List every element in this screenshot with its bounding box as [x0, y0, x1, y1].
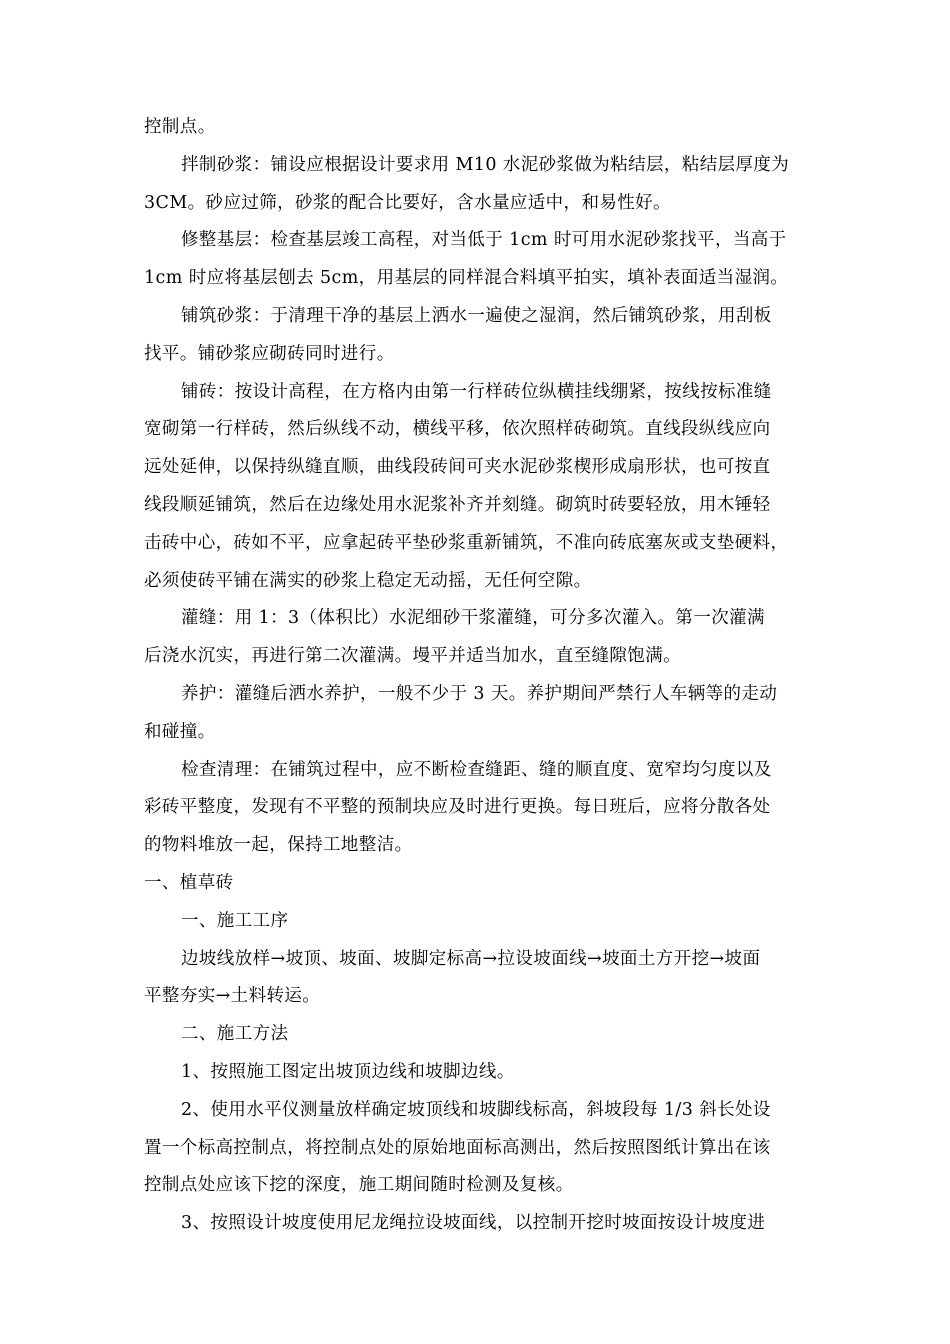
text-line: 养护：灌缝后洒水养护，一般不少于 3 天。养护期间严禁行人车辆等的走动: [181, 683, 778, 704]
heading-line: 一、施工工序: [181, 910, 289, 931]
text-line: 宽砌第一行样砖，然后纵线不动，横线平移，依次照样砖砌筑。直线段纵线应向: [144, 419, 771, 440]
heading-line: 一、植草砖: [144, 872, 234, 893]
paragraph-lay-brick: [144, 374, 808, 601]
heading-line: 二、施工方法: [181, 1024, 289, 1045]
text-line: 控制点。: [144, 117, 216, 137]
section-heading: [144, 865, 808, 903]
paragraph-lay-mortar: [144, 298, 808, 374]
text-line: 边坡线放样→坡顶、坡面、坡脚定标高→拉设坡面线→坡面土方开挖→坡面: [181, 948, 761, 969]
paragraph-process-flow: [144, 941, 808, 1017]
text-line: 铺砖：按设计高程，在方格内由第一行样砖位纵横挂线绷紧，按线按标准缝: [181, 381, 772, 402]
paragraph-mixing-mortar: [144, 147, 808, 223]
text-line: 击砖中心，砖如不平，应拿起砖平垫砂浆重新铺筑，不准向砖底塞灰或支垫硬料，: [144, 532, 789, 553]
paragraph-step-3: [144, 1205, 808, 1243]
text-line: 3CM。砂应过筛，砂浆的配合比要好，含水量应适中，和易性好。: [144, 192, 671, 213]
text-line: 彩砖平整度，发现有不平整的预制块应及时进行更换。每日班后，应将分散各处: [144, 797, 771, 818]
paragraph-step-2: [144, 1092, 808, 1205]
text-line: 后浇水沉实，再进行第二次灌满。墁平并适当加水，直至缝隙饱满。: [144, 646, 681, 667]
text-line: 灌缝：用 1：3（体积比）水泥细砂干浆灌缝，可分多次灌入。第一次灌满: [181, 608, 765, 629]
text-line: 远处延伸，以保持纵缝直顺，曲线段砖间可夹水泥砂浆楔形成扇形状，也可按直: [144, 457, 771, 478]
text-line: 平整夯实→土料转运。: [144, 986, 321, 1007]
paragraph-grouting: [144, 600, 808, 676]
text-line: 3、按照设计坡度使用尼龙绳拉设坡面线，以控制开挖时坡面按设计坡度进: [181, 1213, 766, 1234]
document-body: [144, 109, 808, 1243]
paragraph-step-1: [144, 1054, 808, 1092]
subsection-heading: [144, 1016, 808, 1054]
text-line: 拌制砂浆：铺设应根据设计要求用 M10 水泥砂浆做为粘结层，粘结层厚度为: [181, 154, 790, 175]
text-line: 必须使砖平铺在满实的砂浆上稳定无动摇，无任何空隙。: [144, 570, 592, 591]
text-line: 线段顺延铺筑，然后在边缘处用水泥浆补齐并刻缝。砌筑时砖要轻放，用木锤轻: [144, 494, 771, 515]
text-line: 的物料堆放一起，保持工地整洁。: [144, 835, 413, 856]
text-line: 检查清理：在铺筑过程中，应不断检查缝距、缝的顺直度、宽窄均匀度以及: [181, 759, 772, 780]
text-line: 1、按照施工图定出坡顶边线和坡脚边线。: [181, 1061, 515, 1082]
paragraph-curing: [144, 676, 808, 752]
paragraph-trim-base: [144, 222, 808, 298]
text-line: 2、使用水平仪测量放样确定坡顶线和坡脚线标高，斜坡段每 1/3 斜长处设: [181, 1099, 771, 1120]
text-line: 1cm 时应将基层刨去 5cm，用基层的同样混合料填平拍实，填补表面适当湿润。: [144, 268, 789, 289]
text-line: 修整基层：检查基层竣工高程，对当低于 1cm 时可用水泥砂浆找平，当高于: [181, 230, 787, 251]
subsection-heading: [144, 903, 808, 941]
text-line: 置一个标高控制点，将控制点处的原始地面标高测出，然后按照图纸计算出在该: [144, 1137, 771, 1158]
text-line: 和碰撞。: [144, 721, 216, 742]
paragraph-0: [144, 109, 808, 147]
text-line: 铺筑砂浆：于清理干净的基层上洒水一遍使之湿润，然后铺筑砂浆，用刮板: [181, 305, 772, 326]
text-line: 找平。铺砂浆应砌砖同时进行。: [144, 343, 395, 364]
paragraph-inspection: [144, 752, 808, 865]
text-line: 控制点处应该下挖的深度，施工期间随时检测及复核。: [144, 1175, 574, 1196]
